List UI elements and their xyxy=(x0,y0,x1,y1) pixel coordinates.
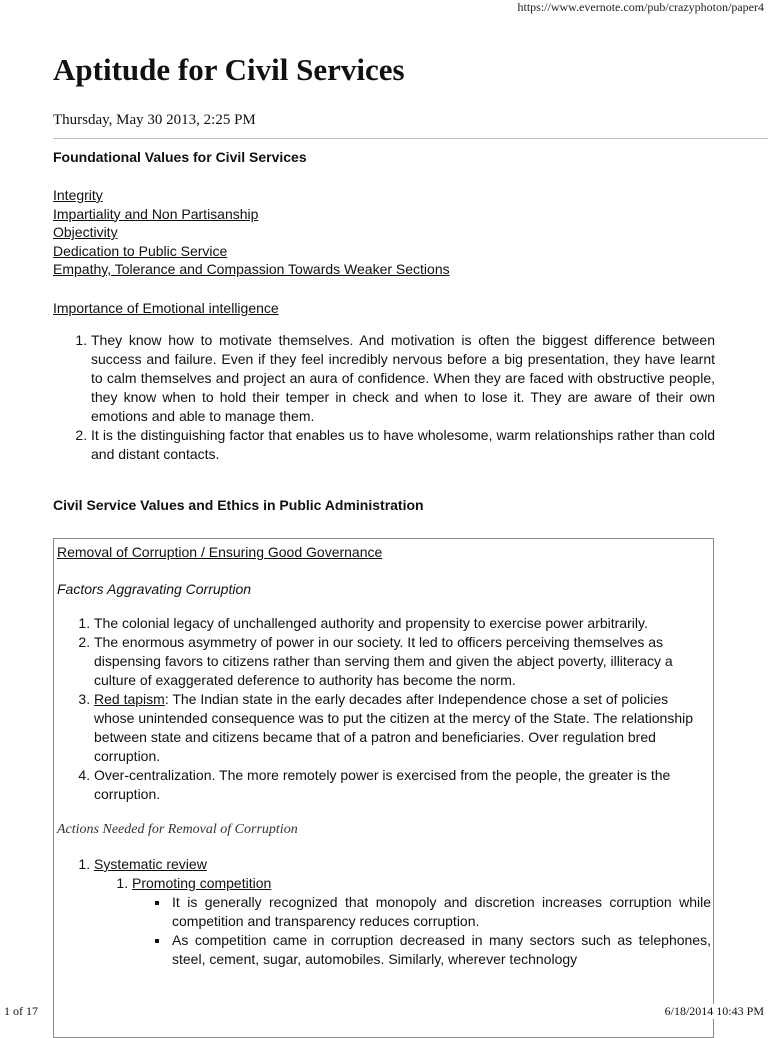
actions-heading: Actions Needed for Removal of Corruption xyxy=(57,822,298,837)
sub-list xyxy=(94,874,711,969)
link-red-tapism[interactable]: Red tapism xyxy=(94,691,165,707)
link-integrity[interactable]: Integrity xyxy=(53,187,103,203)
link-empathy[interactable]: Empathy, Tolerance and Compassion Towards Weaker Sections xyxy=(53,261,450,277)
page-number: 1 of 17 xyxy=(4,1004,38,1018)
list-item: 2. The enormous asymmetry of power in our society. It led to officers perceiving themselves as dispensing favors to citizens rather than serving them and given the abject poverty, illiteracy a culture of exaggerated deference to authority has become the norm. xyxy=(94,633,711,690)
bullet-list xyxy=(132,893,711,969)
list-item: ▪ As competition came in corruption decreased in many sectors such as telephones, steel, cement, sugar, automobiles. Similarly, wherever technology xyxy=(170,931,711,969)
link-dedication[interactable]: Dedication to Public Service xyxy=(53,242,228,259)
list-item: 1. The colonial legacy of unchallenged authority and propensity to exercise power arbitrarily. xyxy=(94,614,711,633)
link-systematic-review[interactable]: Systematic review xyxy=(94,856,207,872)
note-title: Aptitude for Civil Services xyxy=(53,52,405,87)
link-emotional-intelligence[interactable]: Importance of Emotional intelligence xyxy=(53,299,279,316)
list-item: ▪ It is generally recognized that monopoly and discretion increases corruption while competition and transparency reduces corruption. xyxy=(170,893,711,931)
factors-heading: Factors Aggravating Corruption xyxy=(57,581,252,597)
list-item xyxy=(94,855,711,969)
list-item xyxy=(132,874,711,969)
emotional-list xyxy=(53,331,715,464)
red-tapism-text: : The Indian state in the early decades after Independence chose a set of policies whose unintended consequence was to put the citizen at the mercy of the State. The relationship between state and citizens became that of a patron and beneficiaries. Over regulation bred corruption. xyxy=(94,691,694,764)
link-objectivity[interactable]: Objectivity xyxy=(53,224,118,240)
header-divider xyxy=(53,138,768,139)
list-item: 1. They know how to motivate themselves. And motivation is often the biggest difference between success and failure. Even if they feel incredibly nervous before a big presentation, they have learnt to calm themselves and project an aura of confidence. When they are faced with obstructive people, they know when to hold their temper in check and when to lose it. They are aware of their own emotions and able to manage them. xyxy=(91,331,715,426)
note-date: Thursday, May 30 2013, 2:25 PM xyxy=(53,112,256,128)
link-removal-of-corruption[interactable]: Removal of Corruption / Ensuring Good Governance xyxy=(57,544,383,560)
print-timestamp: 6/18/2014 10:43 PM xyxy=(664,1004,764,1018)
source-url: https://www.evernote.com/pub/crazyphoton/paper4 xyxy=(517,0,764,14)
foundational-links xyxy=(53,186,715,279)
corruption-box xyxy=(53,538,714,1038)
actions-list xyxy=(57,855,711,969)
note-body xyxy=(53,148,715,515)
foundational-heading: Foundational Values for Civil Services xyxy=(53,149,307,165)
list-item: 4. Over-centralization. The more remotely power is exercised from the people, the greater is the corruption. xyxy=(94,766,711,804)
factors-list xyxy=(57,614,711,804)
link-promoting-competition[interactable]: Promoting competition xyxy=(132,875,272,891)
list-item xyxy=(94,690,711,766)
link-impartiality[interactable]: Impartiality and Non Partisanship xyxy=(53,205,259,222)
list-item: 2. It is the distinguishing factor that enables us to have wholesome, warm relationships rather than cold and distant contacts. xyxy=(91,426,715,464)
civil-service-heading: Civil Service Values and Ethics in Public Administration xyxy=(53,496,424,513)
